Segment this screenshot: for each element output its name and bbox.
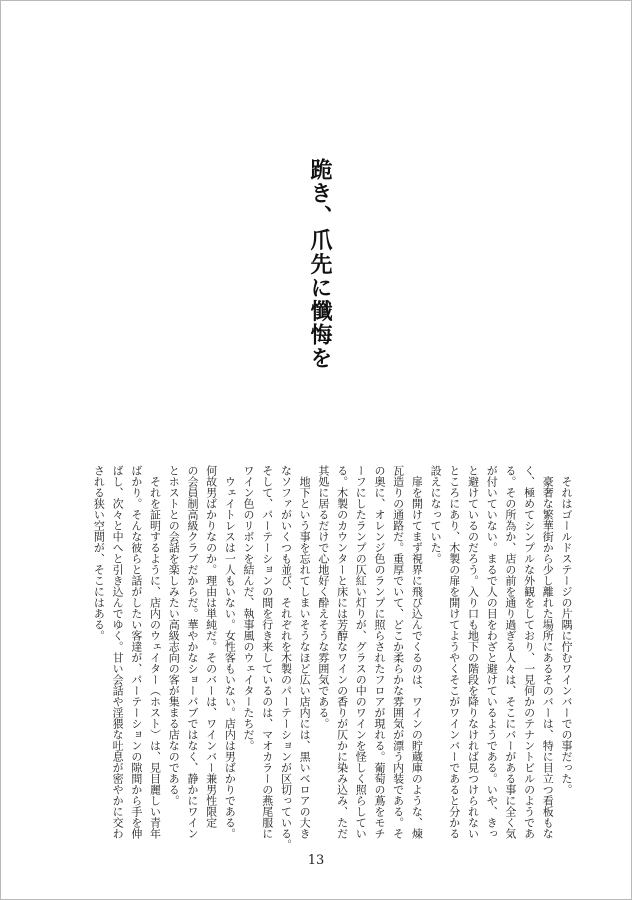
text-line: の会員制高級クラブだからだ。華やかなショーパブではなく、静かにワイン [185,465,199,839]
paragraph [89,465,164,841]
page-number: 13 [307,853,325,868]
paragraph [164,465,239,841]
text-line: ウェイトレスは一人もいない。女性客もいない。店内は男ばかりである。 [223,476,237,839]
paragraph [238,465,313,850]
paragraph [556,465,575,841]
text-line: る。木製のカウンターと床には芳醇なワインの香りが仄かに染み込み、ただ [335,465,349,839]
text-line: 設えになっていた。 [429,465,443,564]
text-line: く、極めてシンプルな外観をしており、一見何かのテナントビルのようであ [522,465,536,839]
text-line: ところにあり、木製の扉を開けてようやくそこがワインバーであると分かる [447,465,461,839]
text-line: 何故男ばかりなのか。理由は単純だ。そのバーは、ワインバー兼男性限定 [204,465,218,828]
paragraph [425,465,556,841]
text-line: ワイン色のリボンを結んだ、執事風のウェイターたちだ。 [242,465,256,751]
body-text [69,465,575,850]
text-line: の奥に、オレンジ色のランプに照らされたフロアが現れる。葡萄の蔦をモチ [372,465,386,839]
text-line: なソファがいくつも並び、それぞれを木製のパーテーションが区切っている。 [279,465,293,850]
text-line: それはゴールドステージの片隅に佇むワインバーでの事だった。 [560,476,573,795]
text-line: ばかり。そんな彼らと話がしたい客達が、パーテーションの隙間から手を伸 [129,465,143,839]
text-line: とホストとの会話を楽しみたい高級志向の客が集まる店なのである。 [167,465,181,806]
text-line: される狭い空間が、そこにはある。 [92,465,106,641]
text-line: 豪奢な繁華街から少し離れた場所にあるそのバーは、特に目立つ看板もな [541,476,555,839]
text-line: 瓦造りの通路だ。重厚でいて、どこか柔らかな雰囲気が漂う内装である。そ [391,465,405,839]
chapter-title: 跪き、爪先に懺悔を [307,158,333,371]
text-line: 地下という事を忘れてしまいそうなほど広い店内には、黒いベロアの大き [298,476,312,839]
paragraph [313,465,425,841]
text-line: ーフにしたランプの仄紅い灯りが、グラスの中のワインを怪しく照らしてい [354,465,368,839]
text-line: それを証明するように、店内のウェイター（ホスト）は、見目麗しい青年 [148,476,162,839]
text-line: が付いていない。まるで人の目をわざと避けているようである。いや、きっ [485,465,499,839]
text-line: ばし、次々と中へと引き込んでゆく。甘い会話や淫猥な吐息が密やかに交わ [111,465,125,839]
text-line: る。その所為か、店の前を通り過ぎる人々は、そこにバーがある事に全く気 [503,465,517,839]
text-line: と避けているのだろう。入り口も地下の階段を降りなければ見つけられない [466,465,480,839]
text-line: そして、パーテーションの間を行き来しているのは、マオカラーの燕尾服に [260,465,274,839]
text-line: 扉を開けてまず視界に飛び込んでくるのは、ワインの貯蔵庫のような、煉 [410,476,424,839]
text-line: 其処に居るだけで心地好く酔えそうな雰囲気である。 [316,465,330,729]
